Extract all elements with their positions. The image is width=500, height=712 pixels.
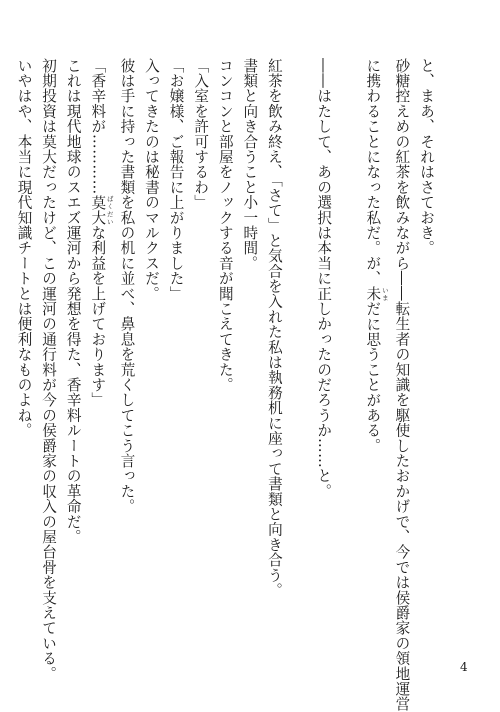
text-line-3-tail: だに思うことがある。 — [364, 301, 382, 454]
text-line-7: 紅茶を飲み終え、「さて」と気合を入れた私は執務机に座って書類と向き合う。 — [265, 58, 283, 598]
ruby-ima — [364, 286, 389, 302]
text-line-3-head: に携わることになった私だ。が、 — [364, 58, 382, 286]
text-line-blank — [335, 58, 360, 618]
text-line-14-head: 「香辛料が…… — [89, 58, 107, 165]
text-line-8: 書類と向き合うこと小一時間。 — [241, 58, 259, 271]
text-line-13: 彼は手に持った書類を私の机に並べ、鼻息を荒くしてこう言った。 — [118, 58, 136, 514]
text-line-9: コンコンと部屋をノックする音が聞こえてきた。 — [216, 58, 234, 393]
ruby-reading: いま — [380, 286, 389, 302]
text-line-1: と、まあ、それはさておき。 — [418, 58, 435, 256]
ruby-base: 未 — [364, 286, 382, 302]
page-number: 4 — [460, 660, 468, 674]
ruby-reading: ばくだい — [105, 194, 114, 226]
text-line-17: いやはや、本当に現代知識チートとは便利なものよね。 — [15, 58, 33, 438]
text-line-11: 「お嬢様、ご報告に上がりました」 — [167, 58, 185, 302]
text-line-blank-2 — [286, 58, 311, 618]
text-line-16: 初期投資は莫大だったけど、この運河の通行料が今の侯爵家の収入の屋台骨を支えている。 — [40, 58, 58, 682]
ruby-bakudai — [89, 194, 114, 226]
text-line-14-gap: …… — [89, 164, 107, 195]
text-line-14 — [85, 58, 114, 618]
text-line-15: これは現代地球のスエズ運河から発想を得た、香辛料ルートの革命だ。 — [64, 58, 82, 545]
text-line-12: 入ってきたのは秘書のマルクスだ。 — [142, 58, 160, 302]
text-line-3 — [360, 58, 389, 618]
text-line-2: 砂糖控えめの紅茶を飲みながら――転生者の知識を駆使したおかげで、今では侯爵家の領地運営 — [393, 58, 411, 712]
body-text — [11, 58, 438, 712]
text-line-14-tail: な利益を上げております」 — [89, 225, 107, 408]
text-line-10: 「入室を許可するわ」 — [192, 58, 210, 210]
text-line-5: ――はたして、あの選択は本当に正しかったのだろうか……と。 — [315, 58, 333, 499]
ruby-base: 莫大 — [89, 194, 107, 226]
